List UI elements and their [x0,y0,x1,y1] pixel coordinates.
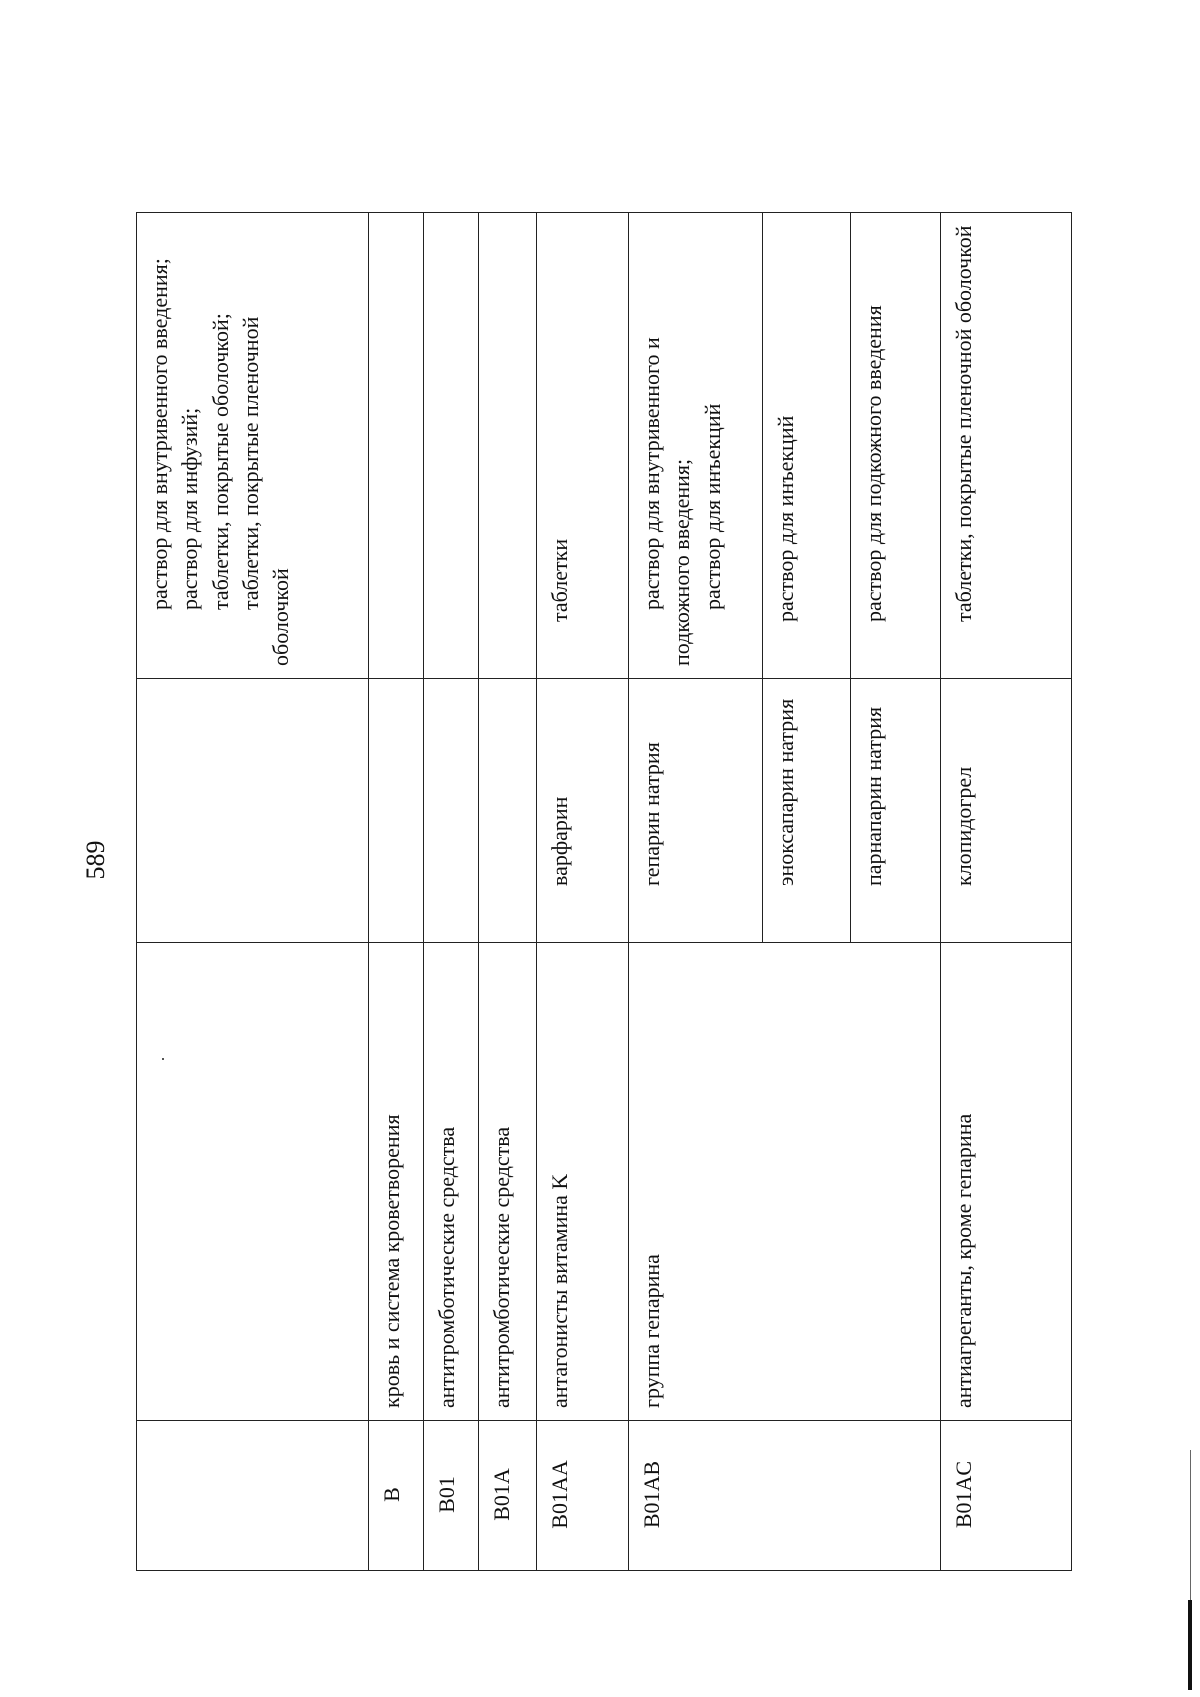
drug-cell: варфарин [537,679,629,943]
drug-table [136,212,1072,1571]
table-row [137,213,369,1571]
dosage-forms-cell: таблетки, покрытые пленочной оболочкой [941,213,1072,679]
dosage-form: раствор для инъекций [699,403,725,610]
drug-cell [137,679,369,943]
table-row [479,213,537,1571]
atc-code-cell: B01AC [941,1421,1072,1571]
dosage-forms-cell: раствор для инъекций [763,213,851,679]
dosage-form: раствор для инфузий; [177,407,203,610]
group-cell: антитромботические средства [424,943,479,1421]
drug-cell: гепарин натрия [629,679,763,943]
dosage-form: таблетки, покрытые пленочной оболочкой [238,316,294,666]
table-row [941,213,1072,1571]
drug-cell: парнапарин натрия [851,679,941,943]
table-row [629,213,763,1571]
group-cell [137,943,369,1421]
dosage-forms-cell: таблетки [537,213,629,679]
atc-code-cell: B01A [479,1421,537,1571]
dosage-forms-cell: раствор для подкожного введения [851,213,941,679]
dosage-form: раствор для внутривенного и подкожного введения; [639,337,695,666]
drug-cell [369,679,424,943]
drug-cell: клопидогрел [941,679,1072,943]
dosage-forms-cell [137,213,369,679]
group-cell: антагонисты витамина K [537,943,629,1421]
drug-cell [479,679,537,943]
drug-cell [424,679,479,943]
dosage-forms-cell [479,213,537,679]
dosage-forms-cell [369,213,424,679]
atc-code-cell: B01AB [629,1421,941,1571]
atc-code-cell [137,1421,369,1571]
group-cell: группа гепарина [629,943,941,1421]
scan-artifact-bar [1188,1600,1192,1690]
dosage-form: раствор для внутривенного введения; [147,258,172,610]
group-cell: антиагреганты, кроме гепарина [941,943,1072,1421]
atc-code-cell: B01AA [537,1421,629,1571]
atc-code-cell: B01 [424,1421,479,1571]
table-row [369,213,424,1571]
dosage-form: таблетки, покрытые оболочкой; [207,313,233,610]
dosage-forms-cell [424,213,479,679]
group-cell: кровь и система кроветворения [369,943,424,1421]
rotated-table-container [136,213,1071,1571]
table-row [424,213,479,1571]
group-cell: антитромботические средства [479,943,537,1421]
drug-cell: эноксапарин натрия [763,679,851,943]
table-row [537,213,629,1571]
atc-code-cell: B [369,1421,424,1571]
dosage-forms-cell [629,213,763,679]
page-number: 589 [81,840,110,880]
